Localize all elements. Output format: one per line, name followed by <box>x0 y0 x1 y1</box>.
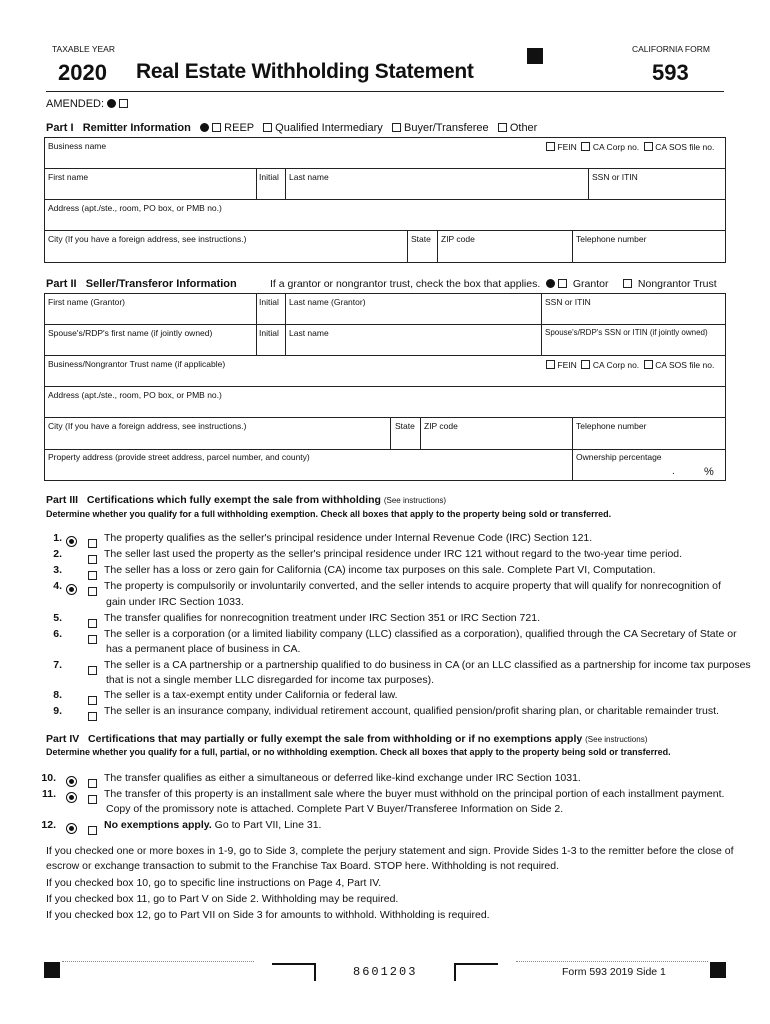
item-text: The transfer qualifies for nonrecognition treatment under IRC Section 351 or IRC Section 721. <box>104 612 540 624</box>
item-text: The seller last used the property as the seller's principal residence under IRC 121 without regard to the two-year time period. <box>104 548 683 560</box>
part2-label: Part II <box>46 278 77 290</box>
grid-divider <box>407 230 408 263</box>
part4-subheading: Determine whether you qualify for a full, partial, or no withholding exemption. Check all boxes that apply to the property being sold or transferred. <box>46 747 671 757</box>
seller-first-name-field[interactable]: First name (Grantor) <box>48 297 125 307</box>
trust-prompt: If a grantor or nongrantor trust, check the box that applies. <box>270 278 541 290</box>
city-field[interactable]: City (If you have a foreign address, see instructions.) <box>48 234 247 244</box>
item-number: 3. <box>53 564 62 576</box>
item-text: The transfer of this property is an installment sale where the buyer must withhold on the principal portion of each installment payment. <box>104 788 725 800</box>
part3-label: Part III <box>46 494 79 506</box>
grid-divider <box>256 293 257 355</box>
item-text: The property is compulsorily or involuntarily converted, and the seller intends to acquire property that will qualify for nonrecognition of <box>104 580 721 592</box>
grid-divider <box>420 417 421 449</box>
crop-mark-right <box>272 963 316 981</box>
california-form-label: CALIFORNIA FORM <box>632 44 710 54</box>
grid-divider <box>572 417 573 481</box>
radio-icon <box>66 823 77 834</box>
grid-divider <box>44 324 726 325</box>
radio-icon <box>66 536 77 547</box>
checkbox-12[interactable] <box>88 826 97 835</box>
tax-year: 2020 <box>58 60 107 85</box>
ca-sos-checkbox[interactable] <box>644 360 653 369</box>
nongrantor-label: Nongrantor Trust <box>637 278 717 290</box>
bullet-icon <box>546 279 555 288</box>
item-text: The seller is a corporation (or a limited liability company (LLC) classified as a corporation), qualified through the CA Secretary of State or <box>104 628 737 640</box>
radio-icon <box>66 584 77 595</box>
first-name-field[interactable]: First name <box>48 172 89 182</box>
ssn-field[interactable]: SSN or ITIN <box>592 172 638 182</box>
part3-see-instructions: (See instructions) <box>383 496 447 505</box>
part3-subheading: Determine whether you qualify for a full withholding exemption. Check all boxes that apply to the property being sold or transferred. <box>46 509 612 519</box>
form-title: Real Estate Withholding Statement <box>136 60 474 83</box>
amended-checkbox[interactable] <box>119 99 128 108</box>
form-number: 593 <box>652 60 689 85</box>
state-field[interactable]: State <box>411 234 431 244</box>
ca-sos-label: CA SOS file no. <box>655 360 715 370</box>
item-text: The transfer qualifies as either a simultaneous or deferred like-kind exchange under IRC Section 1031. <box>104 772 581 784</box>
business-name-field[interactable]: Business name <box>48 141 107 151</box>
seller-last-name-field[interactable]: Last name (Grantor) <box>289 297 366 307</box>
reep-checkbox[interactable] <box>212 123 221 132</box>
spouse-first-name-field[interactable]: Spouse's/RDP's first name (if jointly owned) <box>48 328 213 338</box>
amended-row <box>46 98 128 110</box>
item-text-continued: has a permanent place of business in CA. <box>106 643 301 655</box>
grantor-label: Grantor <box>572 278 609 290</box>
other-label: Other <box>509 122 538 134</box>
grid-divider <box>44 449 726 450</box>
taxable-year-label: TAXABLE YEAR <box>52 44 115 54</box>
ca-sos-checkbox[interactable] <box>644 142 653 151</box>
buyer-transferee-label: Buyer/Transferee <box>404 122 489 134</box>
form-label: Form 593 2019 Side 1 <box>562 966 666 978</box>
grid-divider <box>44 355 726 356</box>
grid-divider <box>437 230 438 263</box>
amended-label: AMENDED: <box>46 98 105 110</box>
item-number: 12. <box>41 819 56 831</box>
checkbox-4[interactable] <box>88 587 97 596</box>
checkbox-11[interactable] <box>88 795 97 804</box>
spouse-ssn-field[interactable]: Spouse's/RDP's SSN or ITIN (if jointly owned) <box>545 328 708 337</box>
item-text: The seller is an insurance company, individual retirement account, qualified pension/profit sharing plan, or charitable remainder trust. <box>104 705 719 717</box>
qualified-intermediary-label: Qualified Intermediary <box>275 122 383 134</box>
part4-see-instructions: (See instructions) <box>585 735 648 744</box>
part3-heading: Certifications which fully exempt the sale from withholding <box>86 494 381 506</box>
trust-name-field[interactable]: Business/Nongrantor Trust name (if applicable) <box>48 359 226 369</box>
radio-icon <box>66 792 77 803</box>
ca-corp-checkbox[interactable] <box>581 360 590 369</box>
grid-divider <box>44 417 726 418</box>
fein-label: FEIN <box>557 142 577 152</box>
checkbox-10[interactable] <box>88 779 97 788</box>
item-number: 8. <box>53 689 62 701</box>
seller-initial-field[interactable]: Initial <box>259 297 279 307</box>
part2-heading: Seller/Transferor Information <box>85 278 237 290</box>
grid-divider <box>541 293 542 355</box>
other-checkbox[interactable] <box>498 123 507 132</box>
item-text-continued: gain under IRC Section 1033. <box>106 596 244 608</box>
spouse-last-name-field[interactable]: Last name <box>289 328 329 338</box>
grantor-checkbox[interactable] <box>558 279 567 288</box>
part1-grid <box>44 137 726 263</box>
bullet-icon <box>107 99 116 108</box>
instruction-line: If you checked box 12, go to Part VII on Side 3 for amounts to withhold. Withholding is required. <box>46 909 490 921</box>
item-number: 6. <box>53 628 62 640</box>
grid-divider <box>588 168 589 199</box>
grid-divider <box>44 230 726 231</box>
item-number: 7. <box>53 659 62 671</box>
instruction-line: If you checked one or more boxes in 1-9, go to Side 3, complete the perjury statement and sign. Provide Sides 1-3 to the remitter before the close of <box>46 845 734 857</box>
part1-label: Part I <box>46 122 74 134</box>
instruction-line: If you checked box 10, go to specific line instructions on Page 4, Part IV. <box>46 877 382 889</box>
fein-checkbox[interactable] <box>546 142 555 151</box>
last-name-field[interactable]: Last name <box>289 172 329 182</box>
part4-header <box>46 733 647 745</box>
part3-list <box>0 530 770 720</box>
item-number: 10. <box>41 772 56 784</box>
seller-ssn-field[interactable]: SSN or ITIN <box>545 297 591 307</box>
grid-divider <box>44 168 726 169</box>
grid-divider <box>285 168 286 199</box>
percent-sign: % <box>704 466 714 478</box>
footer-rule <box>62 961 254 962</box>
ownership-field[interactable]: Ownership percentage <box>576 452 662 462</box>
part1-heading: Remitter Information <box>82 122 191 134</box>
instruction-line: If you checked box 11, go to Part V on Side 2. Withholding may be required. <box>46 893 399 905</box>
item-text: The seller has a loss or zero gain for California (CA) income tax purposes on this sale. Complete Part VI, Computation. <box>104 564 656 576</box>
footer-rule <box>516 961 708 962</box>
ca-corp-label: CA Corp no. <box>592 142 640 152</box>
part4-list <box>0 770 770 840</box>
item-text: The seller is a tax-exempt entity under California or federal law. <box>104 689 398 701</box>
seller-address-field[interactable]: Address (apt./ste., room, PO box, or PMB no.) <box>48 390 222 400</box>
checkbox-1[interactable] <box>88 539 97 548</box>
item-text-bold: No exemptions apply. <box>104 819 212 831</box>
grid-divider <box>390 417 391 449</box>
registration-mark <box>527 48 543 64</box>
ca-sos-label: CA SOS file no. <box>655 142 715 152</box>
item-number: 9. <box>53 705 62 717</box>
item-number: 5. <box>53 612 62 624</box>
radio-icon <box>66 776 77 787</box>
initial-field[interactable]: Initial <box>259 172 279 182</box>
decimal-point: . <box>672 466 675 477</box>
part2-header <box>46 278 237 290</box>
checkbox-8[interactable] <box>88 696 97 705</box>
ca-corp-checkbox[interactable] <box>581 142 590 151</box>
seller-telephone-field[interactable]: Telephone number <box>576 421 647 431</box>
zip-field[interactable]: ZIP code <box>441 234 475 244</box>
part1-id-type <box>546 142 714 152</box>
registration-mark <box>44 962 60 978</box>
qualified-intermediary-checkbox[interactable] <box>263 123 272 132</box>
grid-divider <box>285 293 286 355</box>
part4-heading: Certifications that may partially or fully exempt the sale from withholding or if no exemptions apply <box>88 733 583 745</box>
item-number: 11. <box>41 788 56 800</box>
barcode-number: 8601203 <box>353 965 418 979</box>
instruction-line: escrow or exchange transaction to submit to the Franchise Tax Board. STOP here. Withholding is not required. <box>46 860 560 872</box>
ca-corp-label: CA Corp no. <box>592 360 640 370</box>
seller-city-field[interactable]: City (If you have a foreign address, see instructions.) <box>48 421 247 431</box>
property-address-field[interactable]: Property address (provide street address, parcel number, and county) <box>48 452 310 462</box>
header-rule <box>46 91 724 92</box>
item-text: Go to Part VII, Line 31. <box>211 819 322 831</box>
item-text: The seller is a CA partnership or a partnership qualified to do business in CA (or an LLC classified as a partnership for income tax purposes <box>104 659 751 671</box>
address-field[interactable]: Address (apt./ste., room, PO box, or PMB no.) <box>48 203 222 213</box>
checkbox-6[interactable] <box>88 635 97 644</box>
bullet-icon <box>200 123 209 132</box>
grid-divider <box>44 386 726 387</box>
buyer-transferee-checkbox[interactable] <box>392 123 401 132</box>
crop-mark-left <box>454 963 498 981</box>
item-number: 2. <box>53 548 62 560</box>
item-number: 4. <box>53 580 62 592</box>
part2-id-type <box>546 360 714 370</box>
registration-mark <box>710 962 726 978</box>
grid-divider <box>44 199 726 200</box>
checkbox-7[interactable] <box>88 666 97 675</box>
item-text-continued: Copy of the promissory note is attached. Complete Part V Buyer/Transferee Information on Side 2. <box>106 803 564 815</box>
item-text: The property qualifies as the seller's principal residence under Internal Revenue Code (IRC) Section 121. <box>104 532 593 544</box>
checkbox-5[interactable] <box>88 619 97 628</box>
grid-divider <box>256 168 257 199</box>
reep-label: REEP <box>224 122 254 134</box>
item-number: 1. <box>53 532 62 544</box>
item-text-continued: that is not a single member LLC disregarded for income tax purposes). <box>106 674 434 686</box>
seller-state-field[interactable]: State <box>395 421 415 431</box>
spouse-initial-field[interactable]: Initial <box>259 328 279 338</box>
fein-checkbox[interactable] <box>546 360 555 369</box>
part3-header <box>46 494 446 506</box>
grid-divider <box>572 230 573 263</box>
part1-header <box>46 122 537 134</box>
part4-label: Part IV <box>46 733 80 745</box>
seller-zip-field[interactable]: ZIP code <box>424 421 458 431</box>
checkbox-2[interactable] <box>88 555 97 564</box>
checkbox-9[interactable] <box>88 712 97 721</box>
fein-label: FEIN <box>557 360 577 370</box>
nongrantor-checkbox[interactable] <box>623 279 632 288</box>
trust-row <box>270 278 717 290</box>
telephone-field[interactable]: Telephone number <box>576 234 647 244</box>
checkbox-3[interactable] <box>88 571 97 580</box>
